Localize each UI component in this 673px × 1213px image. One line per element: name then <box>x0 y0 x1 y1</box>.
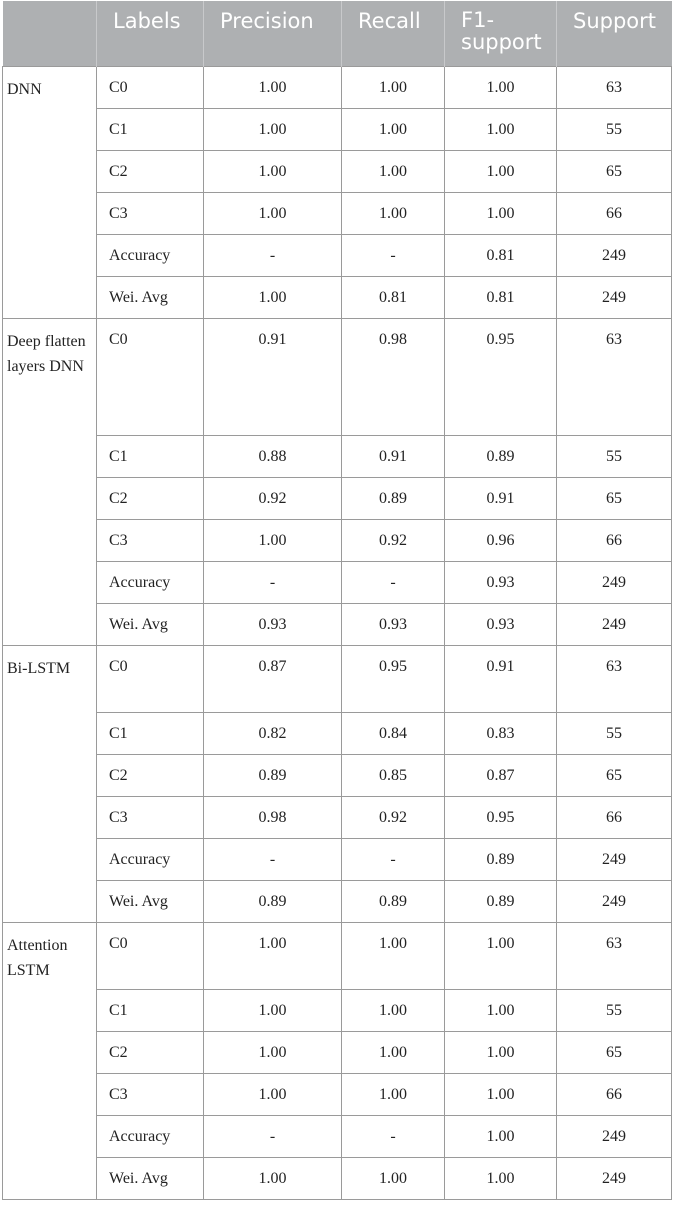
recall-cell: 1.00 <box>342 1157 445 1199</box>
label-cell: C0 <box>97 645 204 712</box>
precision-cell: - <box>204 1115 342 1157</box>
label-cell: C2 <box>97 754 204 796</box>
support-cell: 249 <box>557 1115 672 1157</box>
recall-cell: 0.89 <box>342 880 445 922</box>
recall-cell: - <box>342 838 445 880</box>
f1-cell: 0.95 <box>445 318 557 435</box>
f1-cell: 1.00 <box>445 1157 557 1199</box>
support-cell: 55 <box>557 989 672 1031</box>
label-cell: Wei. Avg <box>97 276 204 318</box>
table-row <box>3 1031 672 1073</box>
support-cell: 66 <box>557 192 672 234</box>
precision-cell: 0.92 <box>204 477 342 519</box>
f1-cell: 1.00 <box>445 66 557 108</box>
label-cell: C2 <box>97 150 204 192</box>
label-cell: C2 <box>97 477 204 519</box>
support-cell: 65 <box>557 754 672 796</box>
table-row <box>3 796 672 838</box>
table-row <box>3 108 672 150</box>
f1-cell: 1.00 <box>445 192 557 234</box>
recall-cell: 0.93 <box>342 603 445 645</box>
precision-cell: 0.89 <box>204 754 342 796</box>
precision-cell: 0.82 <box>204 712 342 754</box>
support-cell: 55 <box>557 712 672 754</box>
support-cell: 55 <box>557 108 672 150</box>
support-cell: 66 <box>557 796 672 838</box>
recall-cell: - <box>342 234 445 276</box>
label-cell: Accuracy <box>97 1115 204 1157</box>
label-cell: C0 <box>97 66 204 108</box>
table-row <box>3 435 672 477</box>
support-cell: 65 <box>557 150 672 192</box>
recall-cell: 1.00 <box>342 108 445 150</box>
support-cell: 249 <box>557 603 672 645</box>
support-cell: 249 <box>557 880 672 922</box>
precision-cell: 1.00 <box>204 66 342 108</box>
recall-cell: 0.84 <box>342 712 445 754</box>
recall-cell: 0.85 <box>342 754 445 796</box>
table-row <box>3 519 672 561</box>
label-cell: C1 <box>97 108 204 150</box>
label-cell: Wei. Avg <box>97 603 204 645</box>
recall-cell: 1.00 <box>342 989 445 1031</box>
recall-cell: 1.00 <box>342 66 445 108</box>
support-cell: 65 <box>557 1031 672 1073</box>
table-row <box>3 1073 672 1115</box>
f1-cell: 1.00 <box>445 1073 557 1115</box>
table-row <box>3 922 672 989</box>
support-cell: 249 <box>557 234 672 276</box>
table-row <box>3 477 672 519</box>
model-cell: Bi-LSTM <box>3 645 97 922</box>
recall-cell: 1.00 <box>342 1031 445 1073</box>
label-cell: C3 <box>97 519 204 561</box>
precision-cell: 1.00 <box>204 1031 342 1073</box>
header-recall: Recall <box>342 1 445 66</box>
precision-cell: 0.88 <box>204 435 342 477</box>
header-row <box>3 1 672 66</box>
f1-cell: 1.00 <box>445 922 557 989</box>
recall-cell: 0.92 <box>342 519 445 561</box>
support-cell: 249 <box>557 838 672 880</box>
f1-cell: 0.89 <box>445 435 557 477</box>
f1-cell: 0.83 <box>445 712 557 754</box>
table-row <box>3 645 672 712</box>
precision-cell: 1.00 <box>204 989 342 1031</box>
label-cell: Wei. Avg <box>97 1157 204 1199</box>
table-row <box>3 1115 672 1157</box>
support-cell: 63 <box>557 922 672 989</box>
support-cell: 249 <box>557 1157 672 1199</box>
label-cell: C3 <box>97 796 204 838</box>
recall-cell: 1.00 <box>342 922 445 989</box>
support-cell: 63 <box>557 66 672 108</box>
label-cell: Accuracy <box>97 234 204 276</box>
f1-cell: 1.00 <box>445 150 557 192</box>
f1-cell: 0.91 <box>445 477 557 519</box>
recall-cell: - <box>342 561 445 603</box>
table-row <box>3 754 672 796</box>
header-labels: Labels <box>97 1 204 66</box>
table-row <box>3 276 672 318</box>
precision-cell: - <box>204 234 342 276</box>
label-cell: Accuracy <box>97 561 204 603</box>
f1-cell: 0.89 <box>445 838 557 880</box>
label-cell: C1 <box>97 712 204 754</box>
header-precision: Precision <box>204 1 342 66</box>
table-row <box>3 150 672 192</box>
precision-cell: 1.00 <box>204 276 342 318</box>
f1-cell: 1.00 <box>445 1031 557 1073</box>
precision-cell: 1.00 <box>204 922 342 989</box>
f1-cell: 0.96 <box>445 519 557 561</box>
f1-cell: 1.00 <box>445 1115 557 1157</box>
recall-cell: 0.95 <box>342 645 445 712</box>
precision-cell: 0.93 <box>204 603 342 645</box>
model-cell: Deep flatten layers DNN <box>3 318 97 645</box>
results-table <box>2 1 672 1200</box>
model-cell: Attention LSTM <box>3 922 97 1199</box>
label-cell: C1 <box>97 435 204 477</box>
table-row <box>3 66 672 108</box>
support-cell: 249 <box>557 276 672 318</box>
recall-cell: 0.89 <box>342 477 445 519</box>
f1-cell: 1.00 <box>445 989 557 1031</box>
label-cell: C2 <box>97 1031 204 1073</box>
recall-cell: 0.81 <box>342 276 445 318</box>
label-cell: Wei. Avg <box>97 880 204 922</box>
f1-cell: 0.95 <box>445 796 557 838</box>
table-row <box>3 1157 672 1199</box>
precision-cell: 0.89 <box>204 880 342 922</box>
recall-cell: 0.98 <box>342 318 445 435</box>
support-cell: 65 <box>557 477 672 519</box>
support-cell: 66 <box>557 1073 672 1115</box>
table-row <box>3 989 672 1031</box>
support-cell: 63 <box>557 318 672 435</box>
table-row <box>3 318 672 435</box>
header-model <box>3 1 97 66</box>
support-cell: 63 <box>557 645 672 712</box>
precision-cell: 1.00 <box>204 1157 342 1199</box>
label-cell: C0 <box>97 318 204 435</box>
f1-cell: 0.89 <box>445 880 557 922</box>
support-cell: 66 <box>557 519 672 561</box>
table-row <box>3 712 672 754</box>
label-cell: C3 <box>97 192 204 234</box>
recall-cell: - <box>342 1115 445 1157</box>
label-cell: C3 <box>97 1073 204 1115</box>
precision-cell: 1.00 <box>204 108 342 150</box>
label-cell: Accuracy <box>97 838 204 880</box>
precision-cell: 1.00 <box>204 519 342 561</box>
table-row <box>3 880 672 922</box>
f1-cell: 0.93 <box>445 603 557 645</box>
recall-cell: 1.00 <box>342 150 445 192</box>
precision-cell: 1.00 <box>204 192 342 234</box>
precision-cell: - <box>204 561 342 603</box>
support-cell: 249 <box>557 561 672 603</box>
label-cell: C0 <box>97 922 204 989</box>
table-row <box>3 838 672 880</box>
precision-cell: - <box>204 838 342 880</box>
precision-cell: 0.98 <box>204 796 342 838</box>
recall-cell: 0.91 <box>342 435 445 477</box>
header-f1-support: F1- support <box>445 1 557 66</box>
precision-cell: 0.91 <box>204 318 342 435</box>
recall-cell: 0.92 <box>342 796 445 838</box>
f1-cell: 0.81 <box>445 276 557 318</box>
recall-cell: 1.00 <box>342 192 445 234</box>
table-row <box>3 561 672 603</box>
header-support: Support <box>557 1 672 66</box>
label-cell: C1 <box>97 989 204 1031</box>
precision-cell: 1.00 <box>204 1073 342 1115</box>
table-row <box>3 234 672 276</box>
f1-cell: 0.91 <box>445 645 557 712</box>
table-row <box>3 603 672 645</box>
recall-cell: 1.00 <box>342 1073 445 1115</box>
f1-cell: 0.81 <box>445 234 557 276</box>
model-cell: DNN <box>3 66 97 318</box>
precision-cell: 1.00 <box>204 150 342 192</box>
f1-cell: 0.93 <box>445 561 557 603</box>
f1-cell: 0.87 <box>445 754 557 796</box>
support-cell: 55 <box>557 435 672 477</box>
f1-cell: 1.00 <box>445 108 557 150</box>
table-row <box>3 192 672 234</box>
precision-cell: 0.87 <box>204 645 342 712</box>
